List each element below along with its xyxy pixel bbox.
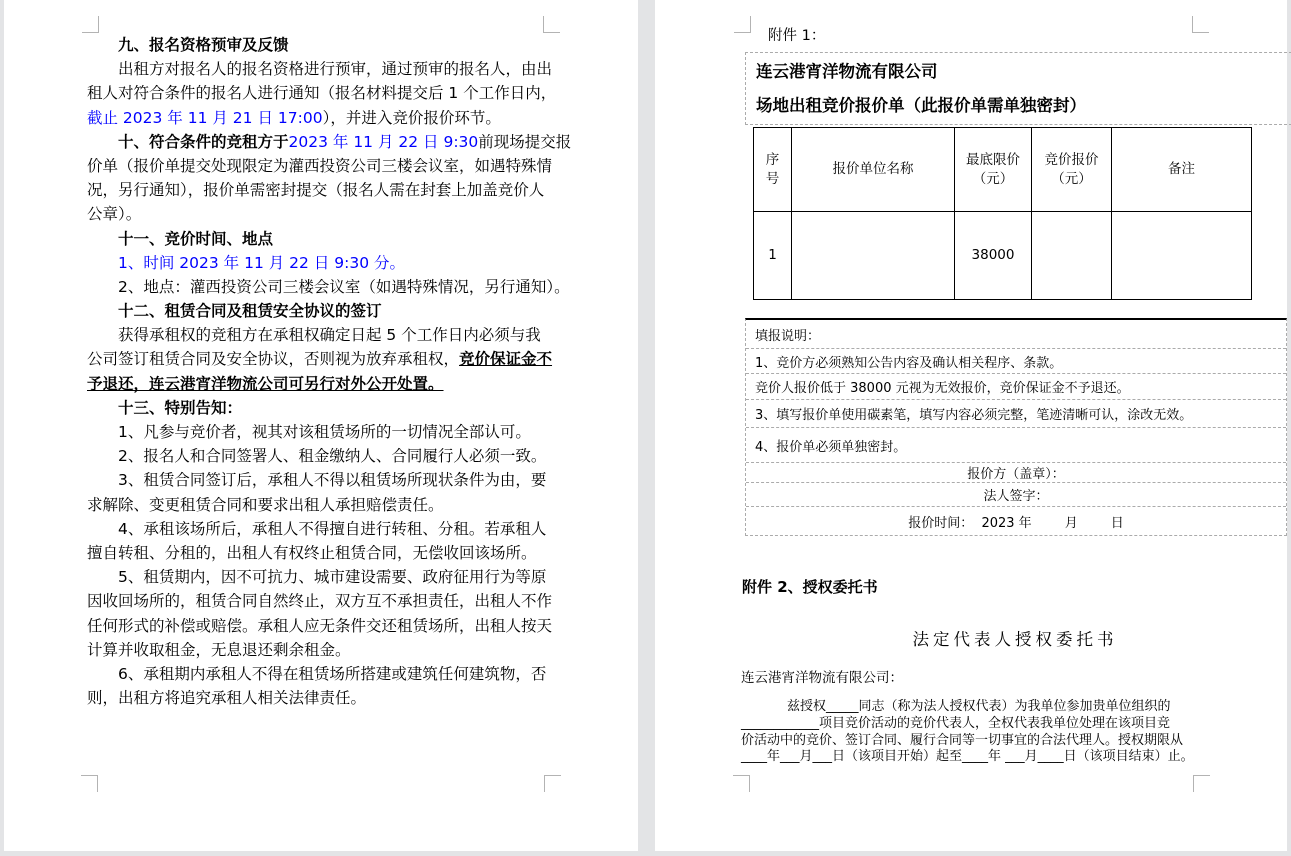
text-segment: 则，出租方将追究承租人相关法律责任。: [87, 689, 367, 708]
text-line: [87, 589, 553, 613]
header-line: （元）: [1051, 170, 1092, 187]
text-segment: 因收回场所的，租赁合同自然终止，双方互不承担责任，出租人不作: [87, 592, 553, 611]
text-segment: 十一、竞价时间、地点: [118, 229, 274, 248]
text-segment: 4、承租该场所后，承租人不得擅自进行转租、分租。若承租人: [118, 519, 547, 538]
quote-table-cell: [1112, 212, 1252, 300]
company-name: 连云港宵洋物流有限公司: [756, 62, 938, 81]
text-line: [87, 299, 549, 323]
quote-table-header-cell: [1112, 128, 1252, 212]
text-segment: 前现场提交报: [478, 132, 572, 151]
text-segment: 计算并收取租金，无息退还剩余租金。: [87, 640, 351, 659]
text-segment: 出租方对报名人的报名资格进行预审，通过预审的报名人，由出: [118, 60, 553, 79]
poa-line: 价活动中的竞价、签订合同、履行合同等一切事宜的合法代理人。授权期限从: [741, 732, 1184, 748]
text-segment: 予退还，连云港宵洋物流公司可另行对外公开处置。: [87, 374, 444, 393]
text-line: [87, 396, 549, 420]
text-segment: 擅自转租、分租的，出租人有权终止租赁合同，无偿收回该场所。: [87, 543, 537, 562]
note-row: 填报说明：: [746, 320, 1286, 349]
filling-instructions: [745, 318, 1287, 536]
text-segment: 5、租赁期内，因不可抗力、城市建设需要、政府征用行为等原: [118, 568, 547, 587]
text-segment: 2、地点：灌西投资公司三楼会议室（如遇特殊情况，另行通知）。: [118, 277, 570, 296]
attachment1-label: 附件 1：: [768, 28, 826, 44]
quote-sheet-title: 场地出租竞价报价单（此报价单需单独密封）: [756, 96, 1086, 115]
crop-mark-bottom-right: [544, 775, 561, 792]
text-line: [87, 33, 549, 57]
header-line: （元）: [972, 170, 1014, 187]
text-segment: 公章）。: [87, 205, 142, 224]
text-segment: 公司签订租赁合同及安全协议，否则视为放弃承租权，: [87, 350, 460, 369]
text-line: [87, 420, 549, 444]
text-segment: 截止 2023 年 11 月 21 日 17:00: [87, 108, 323, 127]
text-line: [87, 638, 549, 662]
text-segment: 求解除、变更租赁合同和要求出租人承担赔偿责任。: [87, 495, 444, 514]
quote-table-body: [754, 128, 1252, 300]
poa-line: ____________项目竞价活动的竞价代表人，全权代表我单位处理在该项目竞: [741, 715, 1171, 731]
attachment2-label: 附件 2、授权委托书: [742, 578, 878, 596]
text-line: [87, 662, 549, 686]
crop-mark-bottom-left: [81, 775, 98, 792]
text-line: [87, 444, 549, 468]
crop-mark-top-right: [1192, 16, 1209, 33]
text-line: [87, 251, 549, 275]
crop-mark-top-left: [82, 16, 99, 33]
left-text: [87, 33, 572, 710]
note-row: 报价方（盖章）：: [746, 463, 1286, 483]
text-line: [87, 517, 549, 541]
text-segment: 租人对符合条件的报名人进行通知（报名材料提交后 1 个工作日内，: [87, 84, 557, 103]
text-segment: 十、符合条件的竞租方于: [118, 132, 289, 151]
quote-table-header-cell: [754, 128, 792, 212]
text-segment: ），并进入竞价报价环节。: [322, 108, 501, 127]
text-line: [87, 347, 553, 371]
text-line: [87, 372, 549, 396]
note-row: 法人签字：: [746, 483, 1286, 507]
quote-sheet-title-box: [745, 52, 1291, 125]
table-row: [754, 212, 1252, 300]
crop-mark-bottom-left: [733, 775, 750, 792]
document-page-left: [4, 0, 638, 851]
poa-line: 兹授权_____同志（称为法人授权代表）为我单位参加贵单位组织的: [787, 699, 1171, 714]
text-line: [87, 323, 549, 347]
text-line: [87, 275, 570, 299]
text-line: [87, 493, 549, 517]
text-segment: 2023 年 11 月 22 日 9:30: [288, 132, 479, 151]
text-segment: 九、报名资格预审及反馈: [118, 36, 289, 54]
text-line: [87, 130, 572, 154]
quote-table-header-cell: [792, 128, 955, 212]
note-row: 1、竞价方必须熟知公告内容及确认相关程序、条款。: [746, 349, 1286, 374]
quote-table-cell: 38000: [955, 212, 1032, 300]
text-segment: 获得承租权的竞租方在承租权确定日起 5 个工作日内必须与我: [118, 326, 541, 345]
text-line: [87, 154, 553, 178]
text-segment: 十三、特别告知：: [118, 398, 243, 417]
text-line: [87, 541, 549, 565]
header-line: 报价单位名称: [832, 161, 914, 177]
text-segment: 竞价保证金不: [459, 350, 553, 369]
text-line: [87, 178, 549, 202]
text-line: [87, 565, 549, 589]
text-segment: 1、时间 2023 年 11 月 22 日 9:30 分。: [118, 253, 405, 272]
header-line: 序: [765, 151, 780, 168]
power-of-attorney-body: [741, 699, 1271, 766]
text-line: [87, 468, 549, 492]
header-line: 备注: [1168, 161, 1195, 177]
text-line: [87, 57, 553, 81]
note-row: 3、填写报价单使用碳素笔，填写内容必须完整，笔迹清晰可认，涂改无效。: [746, 400, 1286, 428]
note-row: 4、报价单必须单独密封。: [746, 428, 1286, 463]
text-segment: 任何形式的补偿或赔偿。承租人应无条件交还租赁场所，出租人按天: [87, 616, 553, 635]
power-of-attorney-title: 法定代表人授权委托书: [912, 630, 1118, 649]
note-row: 竞价人报价低于 38000 元视为无效报价，竞价保证金不予退还。: [746, 374, 1286, 400]
power-of-attorney-salutation: 连云港宵洋物流有限公司：: [741, 670, 903, 686]
header-line: 号: [765, 170, 780, 187]
poa-line: ____年___月___日（该项目开始）起至____年 ___月____日（该项目结束）止。: [741, 749, 1194, 765]
text-segment: 况，另行通知），报价单需密封提交（报名人需在封套上加盖竞价人: [87, 181, 545, 200]
text-segment: 3、租赁合同签订后，承租人不得以租赁场所现状条件为由，要: [118, 471, 547, 490]
text-line: [87, 227, 549, 251]
text-segment: 价单（报价单提交处现限定为灌西投资公司三楼会议室，如遇特殊情: [87, 156, 553, 175]
header-line: 最底限价: [966, 151, 1020, 168]
text-line: [87, 686, 549, 710]
quote-table-header-cell: [1032, 128, 1112, 212]
text-segment: 十二、租赁合同及租赁安全协议的签订: [118, 302, 382, 321]
document-page-right: [655, 0, 1287, 851]
text-line: [87, 81, 557, 105]
note-row: 报价时间： 2023 年 月 日: [908, 515, 1124, 531]
quote-table-cell: 1: [754, 212, 792, 300]
crop-mark-top-left: [734, 16, 751, 33]
header-line: 竞价报价: [1044, 151, 1099, 168]
text-segment: 2、报名人和合同签署人、租金缴纳人、合同履行人必须一致。: [118, 447, 547, 466]
text-line: [87, 106, 549, 130]
quote-table-header-cell: [955, 128, 1032, 212]
quote-table: [753, 127, 1252, 300]
quote-table-cell: [1032, 212, 1112, 300]
text-segment: 1、凡参与竞价者，视其对该租赁场所的一切情况全部认可。: [118, 423, 531, 441]
crop-mark-top-right: [543, 16, 560, 33]
crop-mark-bottom-right: [1193, 775, 1210, 792]
text-line: [87, 614, 553, 638]
text-line: [87, 202, 549, 226]
quote-table-cell: [792, 212, 955, 300]
text-segment: 6、承租期内承租人不得在租赁场所搭建或建筑任何建筑物，否: [118, 664, 547, 683]
